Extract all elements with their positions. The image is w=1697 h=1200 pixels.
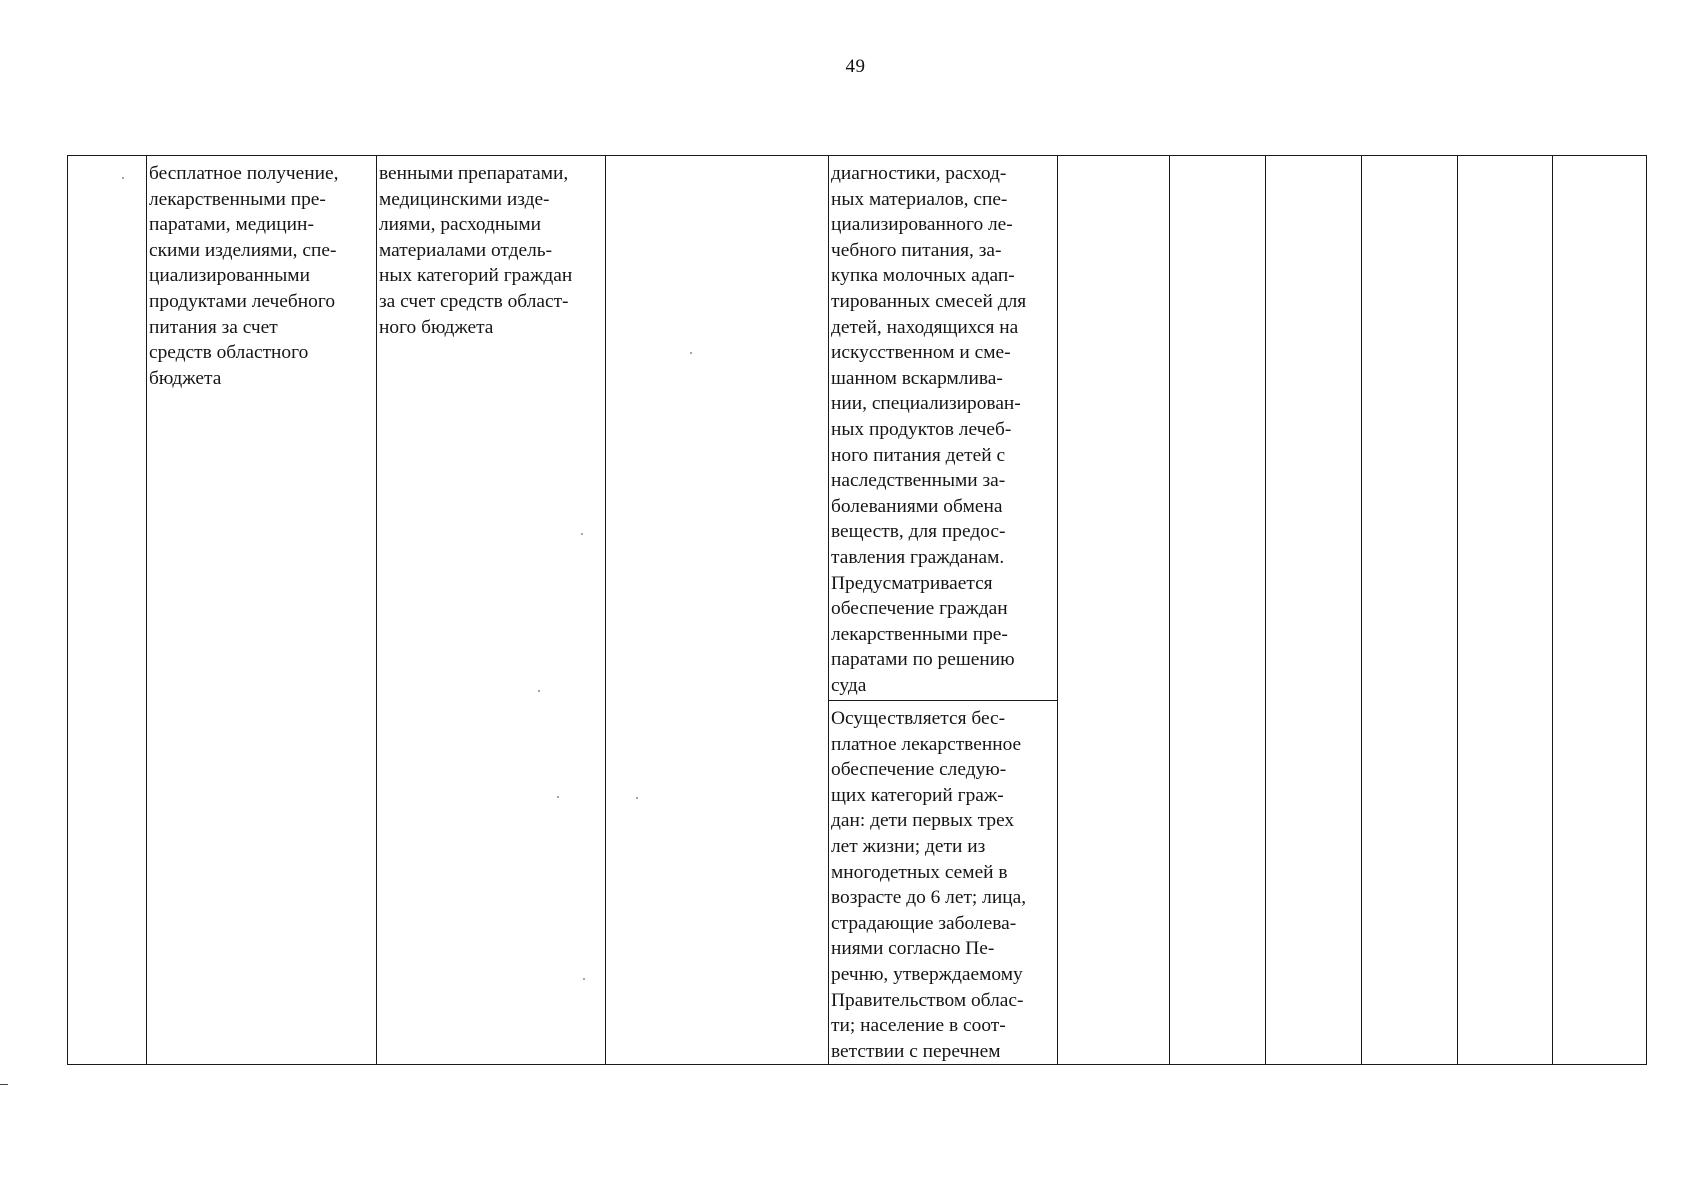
scan-speck xyxy=(538,690,540,692)
cell-col3-text: венными препаратами, медицинскими изде- лиями, расходными материалами отдель- ных категорий граждан за счет средств област- ного бюджета xyxy=(379,163,573,338)
cell-col5-bottom-text: Осуществляется бес- платное лекарственное обеспечение следую- щих категорий граж- дан: дети первых трех лет жизни; дети из многодетных семей в возрасте до 6 лет; лица, страдающие заболева- ниями согласно Пе- речню, утверждаемому Правительством облас- ти; население в соот- ветствии с перечнем xyxy=(831,708,1027,1062)
page-number: 49 xyxy=(845,56,866,77)
column-divider-4 xyxy=(828,156,829,1064)
column-divider-9 xyxy=(1457,156,1458,1064)
column-divider-6 xyxy=(1169,156,1170,1064)
scan-speck xyxy=(636,797,638,799)
scan-speck xyxy=(122,177,124,179)
data-table xyxy=(67,155,1647,1065)
column-divider-7 xyxy=(1265,156,1266,1064)
column-divider-2 xyxy=(376,156,377,1064)
scan-speck xyxy=(583,978,585,980)
scan-speck xyxy=(690,352,692,354)
scan-edge-mark xyxy=(0,1084,8,1085)
column-divider-5 xyxy=(1057,156,1058,1064)
column-divider-3 xyxy=(605,156,606,1064)
column-divider-8 xyxy=(1361,156,1362,1064)
scan-speck xyxy=(581,533,583,535)
column-divider-10 xyxy=(1552,156,1553,1064)
cell-col2-text: бесплатное получение, лекарственными пре- паратами, медицин- скими изделиями, спе- циализированными продуктами лечебного питания за счет средств областного бюджета xyxy=(149,163,339,389)
scan-speck xyxy=(557,796,559,798)
column-divider-1 xyxy=(146,156,147,1064)
row-divider-col5 xyxy=(828,700,1057,701)
cell-col5-top-text: диагностики, расход- ных материалов, спе- циализированного ле- чебного питания, за- купка молочных адап- тированных смесей для детей, находящихся на искусственном и сме- шанном вскармлива- нии, специализирован- ных продуктов лечеб- ного питания детей с наследственными за- болеваниями обмена веществ, для предос- тавления гражданам. Предусматривается обеспечение граждан лекарственными пре- паратами по решению суда xyxy=(831,163,1027,696)
